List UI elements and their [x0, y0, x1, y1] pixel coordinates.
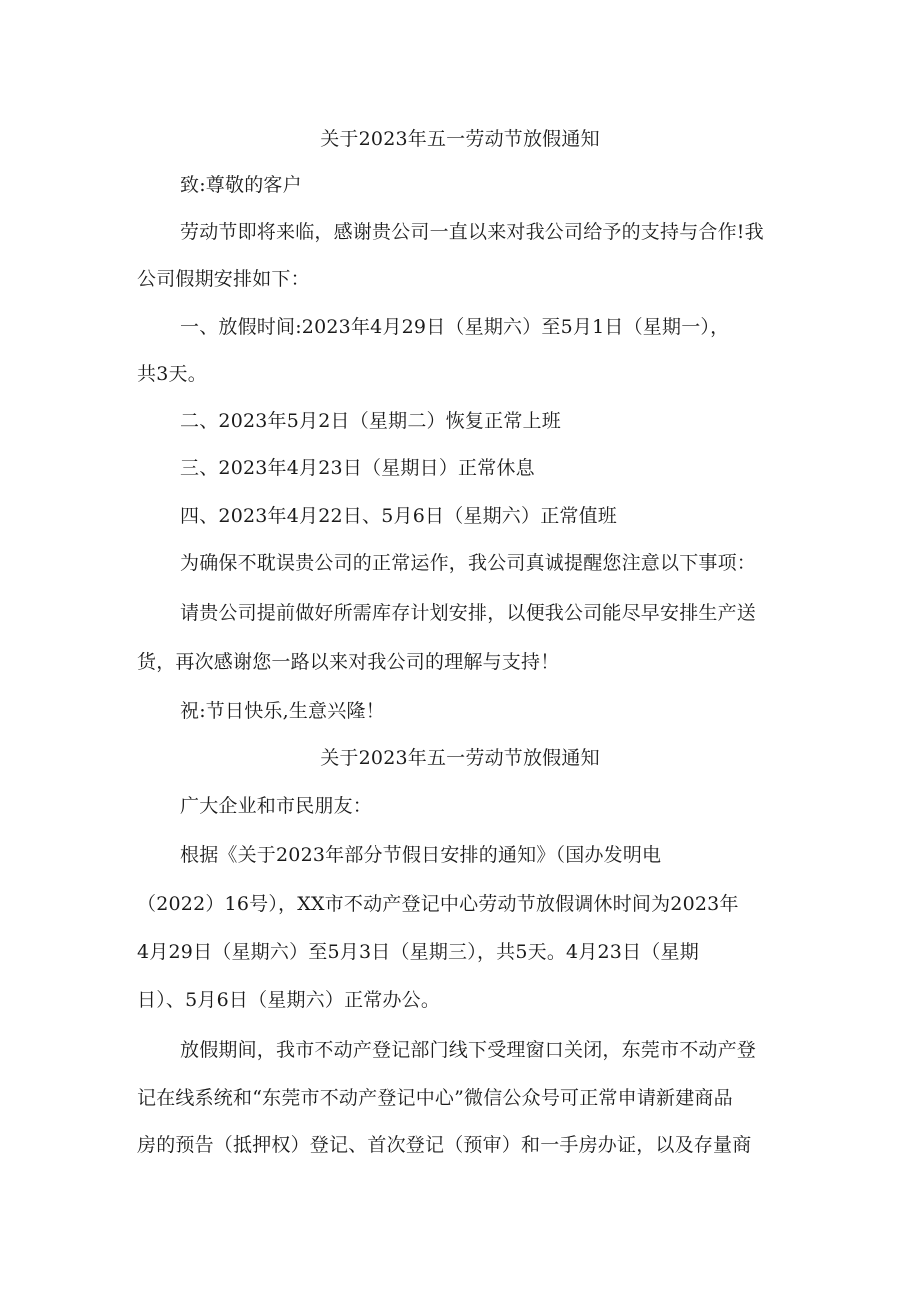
- notice1-salutation: 致:尊敬的客户: [180, 174, 302, 196]
- notice2-title: 关于2023年五一劳动节放假通知: [320, 747, 600, 769]
- notice1-intro-line1: 劳动节即将来临，感谢贵公司一直以来对我公司给予的支持与合作!我: [180, 221, 764, 243]
- notice2-para2-line1: 放假期间，我市不动产登记部门线下受理窗口关闭，东莞市不动产登: [180, 1039, 757, 1061]
- notice1-item2: 二、2023年5月2日（星期二）恢复正常上班: [180, 410, 561, 432]
- notice1-item1-line1: 一、放假时间:2023年4月29日（星期六）至5月1日（星期一），: [180, 316, 730, 338]
- notice2-salutation: 广大企业和市民朋友：: [180, 795, 373, 817]
- notice1-reminder: 为确保不耽误贵公司的正常运作，我公司真诚提醒您注意以下事项：: [180, 552, 757, 574]
- notice1-item4: 四、2023年4月22日、5月6日（星期六）正常值班: [180, 505, 617, 527]
- notice2-para2-line3: 房的预告（抵押权）登记、首次登记（预审）和一手房办证，以及存量商: [137, 1134, 752, 1156]
- notice1-request-line2: 货，再次感谢您一路以来对我公司的理解与支持！: [137, 651, 560, 673]
- notice1-intro-line2: 公司假期安排如下：: [137, 268, 310, 290]
- notice2-para1-line2: （2022）16号），XX市不动产登记中心劳动节放假调休时间为2023年: [137, 893, 739, 915]
- notice1-request-line1: 请贵公司提前做好所需库存计划安排，以便我公司能尽早安排生产送: [180, 602, 757, 624]
- notice1-title: 关于2023年五一劳动节放假通知: [320, 128, 600, 150]
- notice1-closing: 祝:节日快乐,生意兴隆！: [180, 700, 385, 722]
- notice2-para1-line1: 根据《关于2023年部分节假日安排的通知》（国办发明电: [180, 844, 662, 866]
- notice1-item3: 三、2023年4月23日（星期日）正常休息: [180, 457, 535, 479]
- notice2-para1-line3: 4月29日（星期六）至5月3日（星期三），共5天。4月23日（星期: [137, 941, 699, 963]
- notice1-item1-line2: 共3天。: [137, 363, 207, 385]
- notice2-para1-line4: 日）、5月6日（星期六）正常办公。: [137, 989, 441, 1011]
- notice2-para2-line2: 记在线系统和“东莞市不动产登记中心”微信公众号可正常申请新建商品: [137, 1087, 733, 1109]
